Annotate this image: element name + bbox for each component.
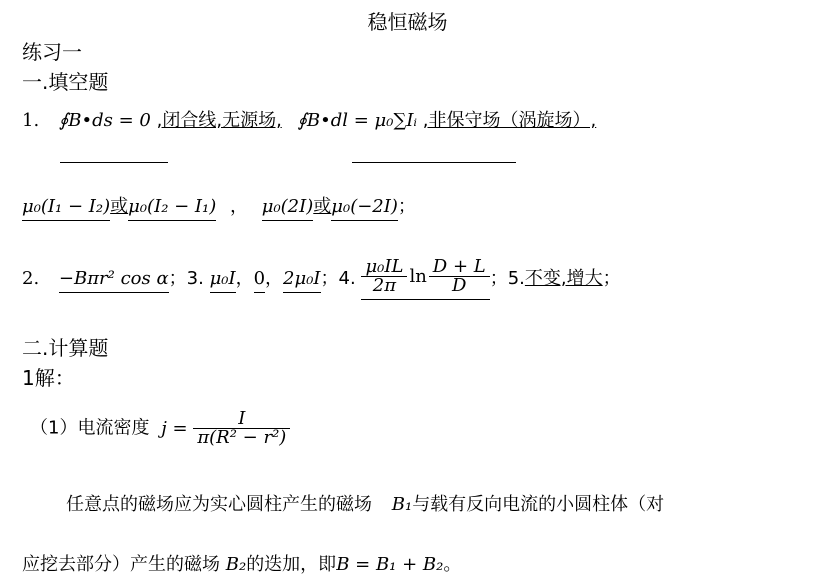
answer-1a: ,闭合线,无源场, [156, 110, 282, 131]
period: 。 [443, 554, 462, 575]
symbol-b2: B₂ [225, 554, 247, 575]
answer-underline-1 [60, 162, 168, 163]
fraction-numerator: I [238, 408, 246, 429]
question-2-line [22, 258, 621, 300]
question-5-number: ；5. [489, 268, 525, 289]
gauss-law-expression: ∮B•ds = 0 [58, 110, 151, 131]
page-title: 稳恒磁场 [367, 10, 448, 34]
current-density-fraction [193, 410, 290, 447]
question-1-line-2 [22, 198, 416, 216]
current-density-label: （1）电流密度 [30, 417, 150, 439]
answer-1f: μ₀(−2I) [331, 196, 398, 221]
fraction-numerator: μ₀IL [365, 256, 404, 277]
fraction-mu-il-2pi [361, 258, 407, 295]
section-calc-heading: 二.计算题 [22, 336, 109, 360]
answer-3c: 2μ₀I [283, 268, 320, 293]
answer-5: 不变,增大 [524, 268, 603, 289]
answer-4 [361, 258, 489, 300]
exercise-heading: 练习一 [22, 40, 82, 64]
solution-1-label: 1解： [22, 366, 75, 390]
or-word-2: 或 [313, 196, 332, 217]
paragraph-line-1 [66, 496, 664, 514]
paragraph-text: 的迭加，即 [246, 554, 337, 575]
end-semicolon: ； [397, 196, 416, 217]
superposition-equation: B = B₁ + B₂ [336, 554, 444, 575]
fraction-denominator: π(R² − r²) [193, 428, 290, 447]
answer-underline-2 [352, 162, 516, 163]
answer-1b: ,非保守场（涡旋场）, [422, 110, 597, 131]
paragraph-text: 任意点的磁场应为实心圆柱产生的磁场 [66, 494, 372, 515]
paragraph-line-2 [22, 556, 461, 574]
question-1-number: 1. [22, 110, 40, 131]
answer-3a: μ₀I [210, 268, 236, 293]
ln-symbol: ln [409, 265, 427, 287]
separator-comma: ， [230, 196, 249, 217]
paragraph-text: 与载有反向电流的小圆柱体（对 [412, 494, 665, 515]
fraction-denominator: 2π [361, 276, 407, 295]
question-1-line-1 [22, 112, 596, 130]
comma-1: ， [235, 268, 254, 289]
question-2-number: 2. [22, 268, 40, 289]
section-fill-heading: 一.填空题 [22, 70, 109, 94]
current-density-line [30, 410, 290, 447]
ampere-law-expression: ∮B•dl = μ₀∑Iᵢ [297, 110, 418, 131]
answer-2: −Bπr² cos α [59, 268, 169, 293]
question-3-number: ；3. [168, 268, 204, 289]
fraction-d-plus-l [429, 258, 490, 295]
end-semicolon: ； [602, 268, 621, 289]
question-4-number: ；4. [320, 268, 356, 289]
comma-2: ， [265, 268, 284, 289]
symbol-b1: B₁ [391, 494, 413, 515]
fraction-numerator: D + L [432, 256, 486, 277]
answer-1c: μ₀(I₁ − I₂) [22, 196, 110, 221]
answer-3b: 0 [254, 268, 265, 293]
paragraph-text: 应挖去部分）产生的磁场 [22, 554, 220, 575]
current-density-lhs: j = [161, 417, 188, 439]
fraction-denominator: D [429, 276, 490, 295]
or-word-1: 或 [110, 196, 129, 217]
answer-1d: μ₀(I₂ − I₁) [128, 196, 216, 221]
answer-1e: μ₀(2I) [262, 196, 314, 221]
